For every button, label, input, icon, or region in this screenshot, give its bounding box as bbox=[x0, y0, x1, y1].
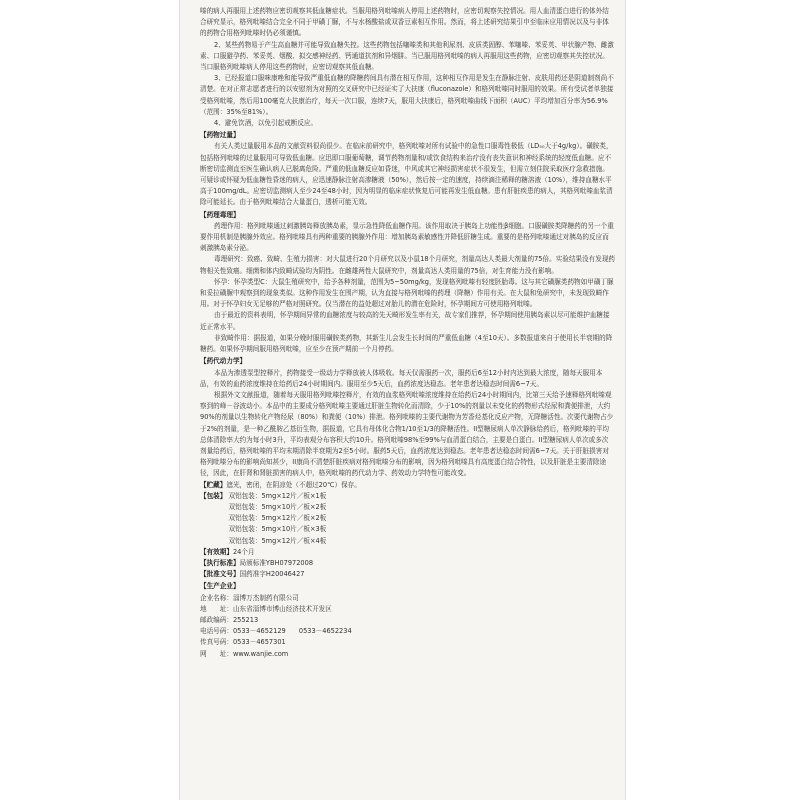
manufacturer-line bbox=[200, 604, 615, 615]
overdose-text: 有关人类过量服用本品的文献资料很尚很少。在临床前研究中，格列吡嗪对所有试验中的急性口服毒性极低（LD₅₀大于4g/kg）。磺胺类，包括格列吡嗪的过量服用可导致低血糖。应迅即口服葡萄糖，调节药物剂量和/或饮食结构来治疗没有丧失意识和神经系统的轻度低血糖。应不断密切监测直至医生确认病人已脱离危险。严重的低血糖反应如昏迷，中风或其它神经损害症状不很发生，但需立刻住院采取医疗急救措施。可疑诊或怀疑为低血糖性昏迷的病人，应迅速静脉注射高渗糖液（50%），然后按一定的速度，持续滴注稀释的糖溶液（10%），维持血糖水平高于100mg/dL。应密切监测病人至少24至48小时，因为明显的临床症状恢复后可能再发生低血糖。患有肝脏疾患的病人，其格列吡嗪血浆清除可能延长。由于格列吡嗪结合大量蛋白，透析可能无效。 bbox=[200, 142, 613, 207]
pharmacokinetics-para: 本品为渗透泵型控释片，药物接受一级动力学释放被人体吸收。每天仅需服药一次，服药后6至12小时内达到最大浓度，随每天服用本品，有效的血药浓度维持在给药后24小时期间内。服用至少5天后，血药浓度达稳态。老年患者达稳态时间需6~7天。 bbox=[200, 368, 603, 388]
manufacturer-line bbox=[200, 615, 615, 626]
toxicology-para: 怀孕：怀孕类型C：大鼠生殖研究中，给予各种剂量，范围为5~50mg/kg，发现格列吡嗪有轻度胚胎毒。这与其它磺脲类药物如甲磺丁脲和妥拉磺脲中观察到的现象类似。这种作用发生在围产期，认为直接与格列吡嗪的药理（降糖）作用有关。在大鼠和兔研究中，未发现致畸作用。对于怀孕妇女无足够的严格对照研究。仅当潜在的益处超过对胎儿的潜在危险时，怀孕期间方可使用格列吡嗪。 bbox=[200, 277, 614, 309]
overdose-heading: 【药物过量】 bbox=[200, 131, 240, 140]
manufacturer-label: 电话号码： bbox=[200, 627, 233, 636]
fax-number: 0533－4657301 bbox=[232, 638, 286, 647]
toxicology-heading: 【药理毒理】 bbox=[200, 210, 240, 219]
toxicology-para: 毒理研究：致癌、致畸、生殖力损害：对大鼠进行20个月研究以及小鼠18个月研究，剂量高达人类最大剂量的75倍。实验结果没有发现药物相关性致癌。细菌和体内致畸试验均为阴性。在雌雄两性大鼠研究中，剂量高达人类用量的75倍，对生育能力没有影响。 bbox=[200, 255, 616, 275]
interaction-para-3: 3、已经报道口服咪康唑和能导致严重低血糖的降糖药间具有潜在相互作用，这种相互作用是发生在静脉注射、皮肤用药还是阴道制剂尚不清楚。在对正常志愿者进行的以安慰剂为对照的交叉研究中已经证实了大扶康（fluconazole）和格列吡嗪同时服用的效果。所有受试者单独接受格列吡嗪，然后用100毫克大扶康治疗，每天一次口服，连续7天，服用大扶康后，格列吡嗪曲线下面积（AUC）平均增加百分率为56.9%（范围：35%至81%）。 bbox=[200, 74, 614, 116]
package-insert-sheet bbox=[180, 0, 625, 800]
toxicology-para: 药理作用：格列吡嗪通过刺激胰岛释放胰岛素，显示急性降低血糖作用。该作用取决于胰岛上功能性β细胞。口服磺胺类降糖药的另一个重要作用机制是胰腺外效应。格列吡嗪具有两种重要的胰腺外作用：增加胰岛素敏感性并降低肝糖生成。重要的是格列吡嗪通过对胰岛的反应而刺激胰岛素分泌。 bbox=[200, 221, 614, 253]
company-name: 淄博万杰制药有限公司 bbox=[232, 593, 299, 602]
toxicology-para: 由于最近的资料表明，怀孕期间异常的血糖浓度与较高的先天畸形发生率有关，故专家们推荐，怀孕期间使用胰岛素以尽可能维护血糖接近正常水平。 bbox=[200, 311, 610, 331]
manufacturer-line bbox=[200, 626, 615, 637]
company-address: 山东省淄博市博山经济技术开发区 bbox=[232, 604, 332, 613]
manufacturer-label: 企业名称： bbox=[200, 593, 233, 602]
approval-heading: 【批准文号】 bbox=[200, 570, 240, 579]
storage-heading: 【贮藏】 bbox=[200, 480, 227, 489]
interaction-para-1: 嗪的病人再服用上述药物应密切观察其低血糖症状。当服用格列吡嗪病人停用上述药物时，应密切观察失控情况。用人血清蛋白进行的体外结合研究显示，格列吡嗪结合完全不同于甲磺丁脲，不与水杨酸盐或双香豆素相互作用。然而，将上述研究结果引申至临床应用情况以及与非体的药物合用格列吡嗪时仍必须谨慎。 bbox=[200, 7, 609, 38]
insert-text bbox=[180, 0, 625, 660]
manufacturer-label: 传真号码： bbox=[200, 638, 233, 647]
interaction-para-4: 4、避免饮酒，以免引起戒断反应。 bbox=[214, 119, 318, 128]
website: www.wanjie.com bbox=[232, 649, 289, 658]
validity-heading: 【有效期】 bbox=[200, 547, 233, 556]
manufacturer-label: 地 址： bbox=[200, 604, 233, 613]
postal-code: 255213 bbox=[232, 615, 259, 624]
package-heading: 【包装】 bbox=[200, 491, 227, 500]
package-item: 双铝包装：5mg×10片／板×2板 bbox=[228, 502, 327, 511]
package-list bbox=[228, 491, 326, 547]
approval-row bbox=[200, 569, 615, 580]
approval-text: 国药准字H20046427 bbox=[239, 570, 305, 579]
standard-text: 局颁标准YBH07972008 bbox=[239, 558, 314, 567]
standard-row bbox=[200, 558, 615, 569]
manufacturer-line bbox=[200, 593, 615, 604]
storage-text: 遮光，密闭，在阴凉处（不超过20℃）保存。 bbox=[226, 480, 361, 489]
manufacturer-label: 网 址： bbox=[200, 649, 233, 658]
standard-heading: 【执行标准】 bbox=[200, 558, 240, 567]
validity-row bbox=[200, 547, 615, 558]
phone-number: 0533－4652129 0533－4652234 bbox=[232, 627, 352, 636]
pharmacokinetics-para: 根据外文文献报道，随着每天服用格列吡嗪控释片，有效的血浆格列吡嗪浓度维持在给药后24小时期间内，比第三天给予速释格列吡嗪观察到的峰－谷波动小。本品中的主要成分格列吡嗪主要通过肝脏生物转化而清除，少于10%的剂量以未变化的药物形式经尿和粪便排泄，大约90%的剂量以生物转化产物经尿（80%）和粪便（10%）排泄。格列吡嗪的主要代谢物为芳香烃基化反应产物，无降糖活性。次要代谢物占少于2%的剂量，是一种乙酰胺乙基衍生物，据报道，它具有母体化合物1/10至1/3的降糖活性。II型糖尿病人单次静脉给药后，格列吡嗪的平均总体清除率大约为每小时3升，平均表观分布容积大约10升。格列吡嗪98%至99%与血清蛋白结合，主要是白蛋白。II型糖尿病人单次或多次剂量给药后，格列吡嗪的平均末期清除半衰期为2至5小时。服药5天后，血药浓度达到稳态。老年患者达稳态时间需6~7天。关于肝脏损害对格列吡嗪分布的影响尚知甚少，II康尚不清楚肝脏疾病对格列吡嗪分布的影响，因为格列吡嗪具有高度蛋白结合特性，以及肝脏是主要清除途径，因此，在肝肾和肾脏损害的病人中，格列吡嗪的药代动力学、药效动力学特性可能改变。 bbox=[200, 390, 614, 478]
manufacturer-info bbox=[200, 593, 615, 660]
validity-text: 24个月 bbox=[232, 547, 255, 556]
manufacturer-heading: 【生产企业】 bbox=[200, 582, 240, 591]
storage-row bbox=[200, 480, 615, 491]
package-item: 双铝包装：5mg×12片／板×2板 bbox=[228, 514, 327, 523]
toxicology-para: 非致畸作用：据报道，如果分娩时服用磺胺类药物，其新生儿会发生长时间的严重低血糖（4至10天）。多数报道来自于使用长半衰期的降糖药。如果怀孕期间服用格列吡嗪，应至少在预产期前一个月停药。 bbox=[200, 333, 613, 354]
package-item: 双铝包装：5mg×12片／板×1板 bbox=[228, 491, 327, 500]
manufacturer-line bbox=[200, 637, 615, 648]
interaction-para-2: 2、某些药物易于产生高血糖并可能导致血糖失控。这些药物包括噻嗪类和其他利尿剂、皮质类固醇、苯噻嗪、苯妥英、甲状腺产物、雌激素、口服避孕药、苯妥英、烟酸、拟交感神经药、钙通道抗剂和异烟肼。当已服用格列吡嗪的病人再服用这些药物，应密切观察其失控状况。当口服格列吡嗪病人停用这些药物时，应密切观察其低血糖。 bbox=[200, 40, 614, 72]
package-item: 双铝包装：5mg×10片／板×3板 bbox=[228, 525, 327, 534]
pharmacokinetics-heading: 【药代动力学】 bbox=[200, 357, 247, 366]
manufacturer-line bbox=[200, 649, 615, 660]
manufacturer-label: 邮政编码： bbox=[200, 615, 233, 624]
package-block bbox=[200, 491, 615, 547]
package-item: 双铝包装：5mg×12片／板×4板 bbox=[228, 536, 327, 545]
